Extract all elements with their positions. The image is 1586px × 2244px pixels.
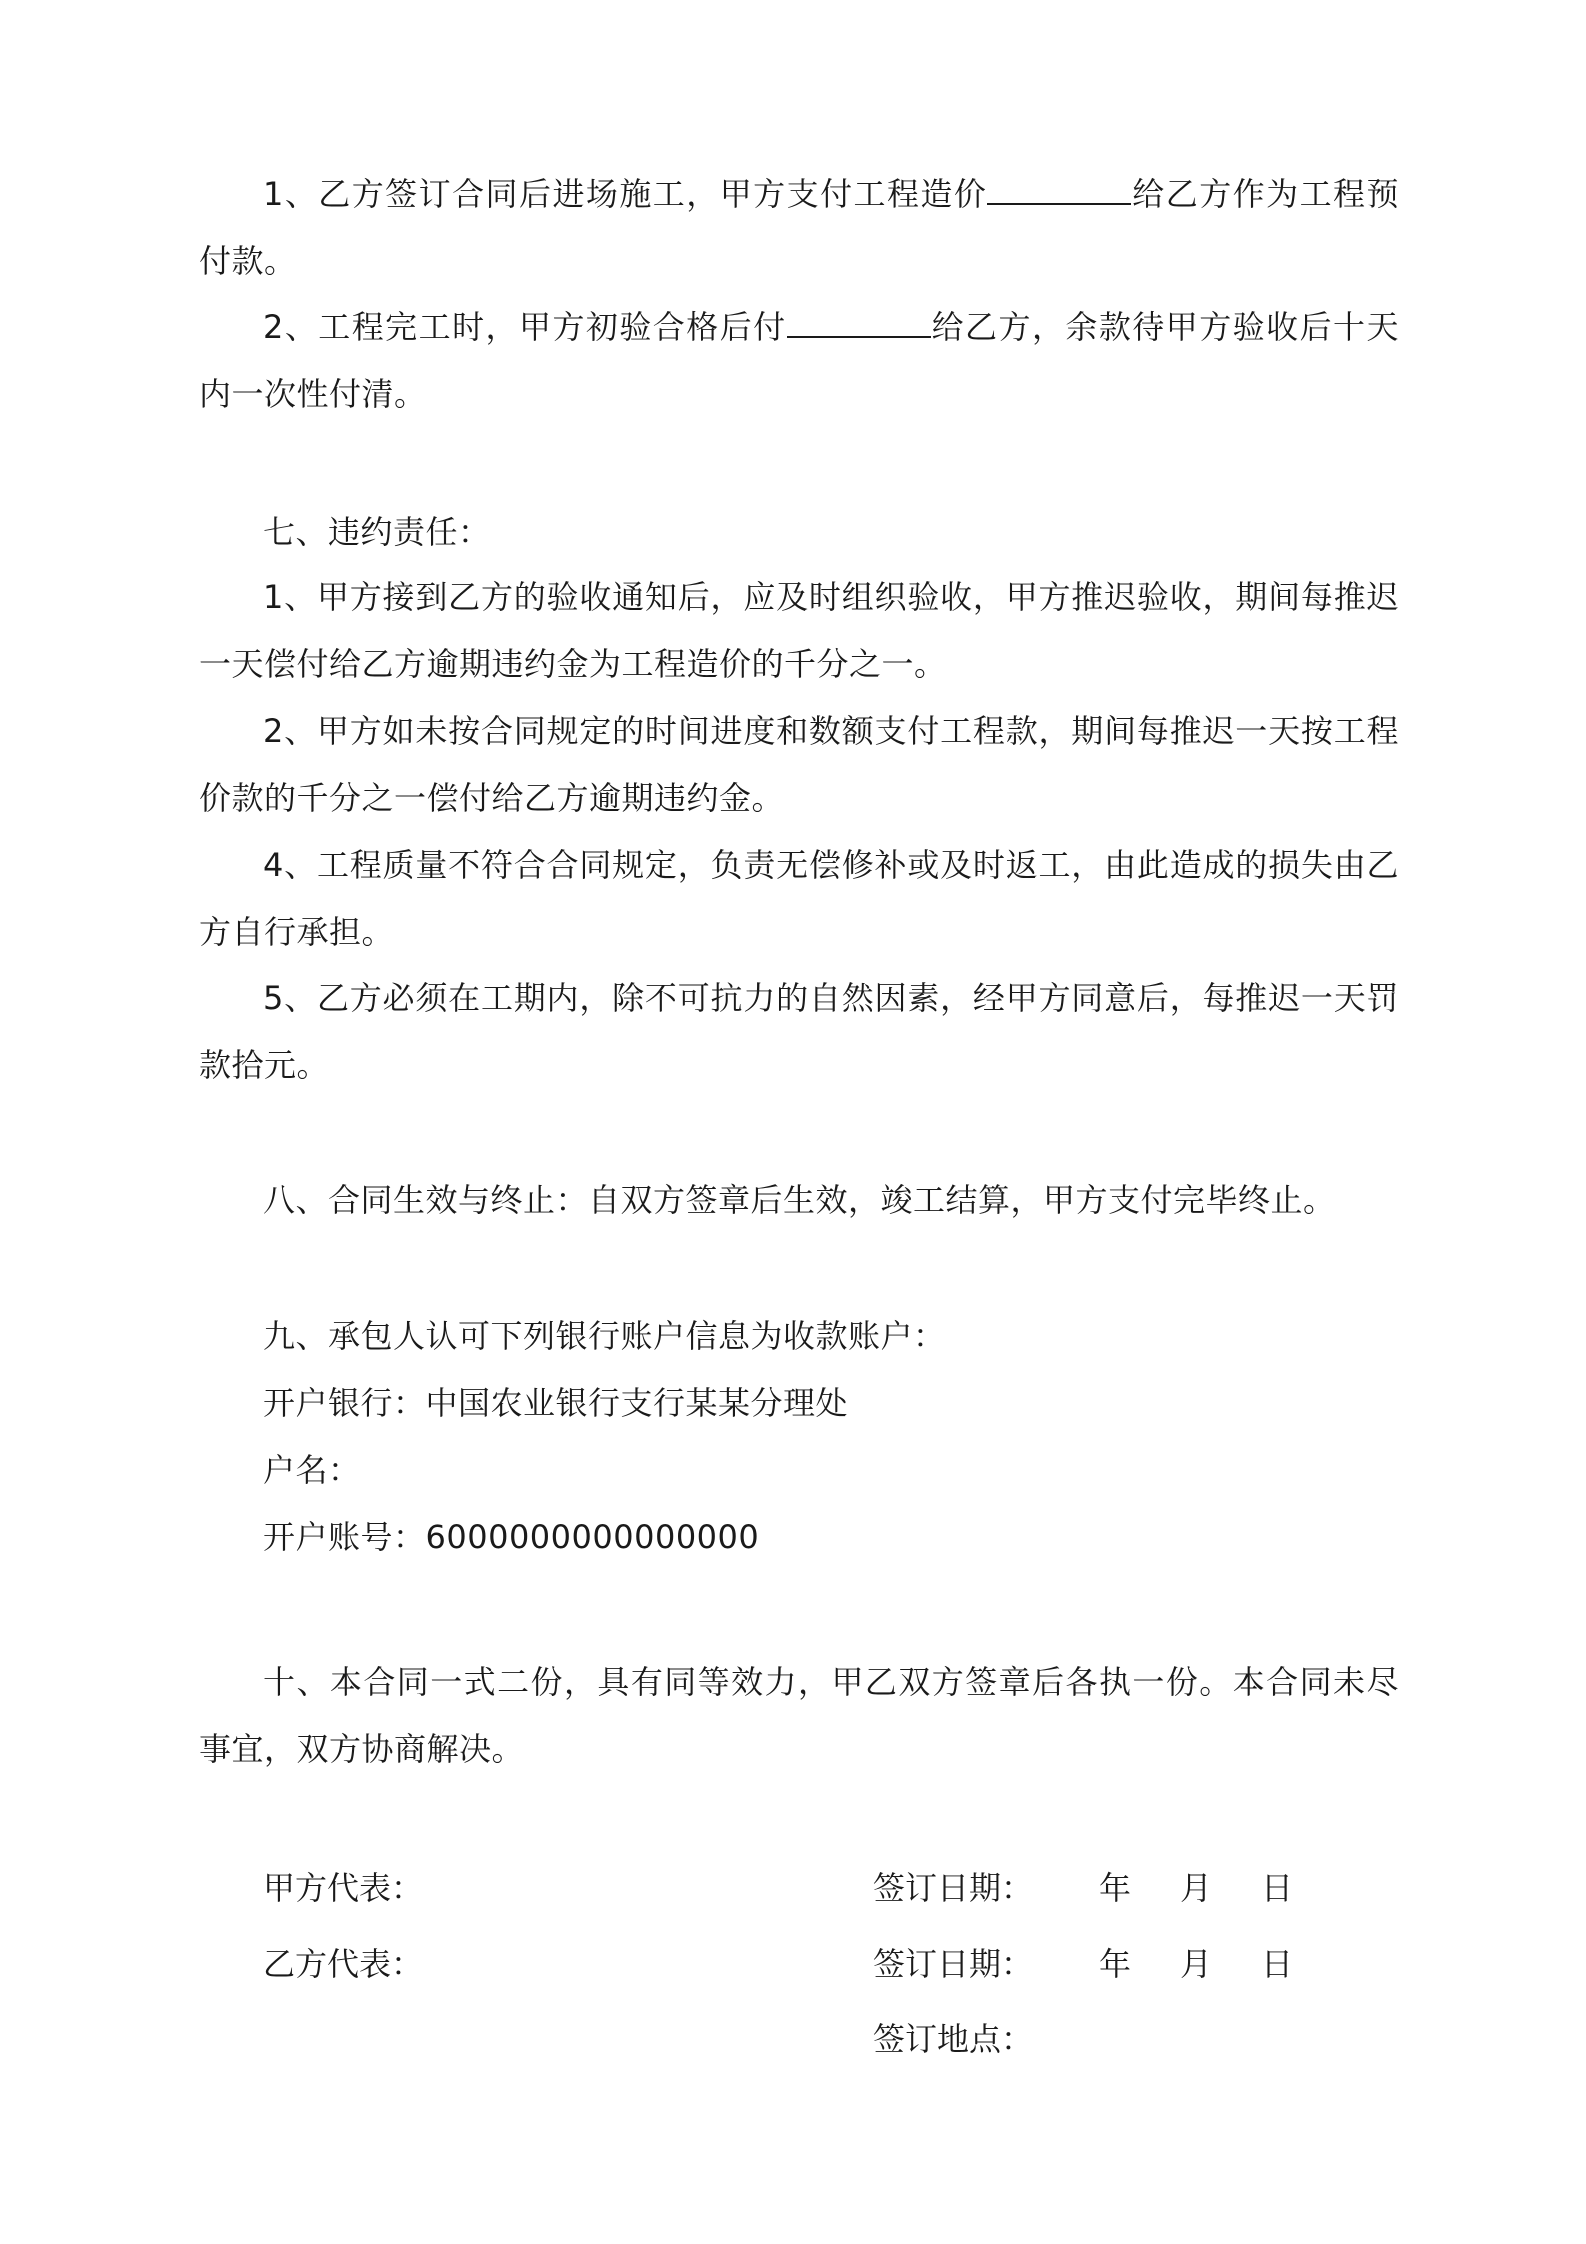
sign-place-label: 签订地点： xyxy=(873,2020,1034,2058)
account-holder: 户名： xyxy=(263,1451,361,1489)
sign-date-month-b: 月 xyxy=(1180,1945,1213,1983)
sign-date-label-b: 签订日期： xyxy=(873,1945,1034,1983)
breach-item-1: 1、甲方接到乙方的验收通知后，应及时组织验收，甲方推迟验收，期间每推迟一天偿付给乙方逾期违约金为工程造价的千分之一。 xyxy=(199,578,1399,683)
breach-item-4: 4、工程质量不符合合同规定，负责无偿修补或及时返工，由此造成的损失由乙方自行承担。 xyxy=(199,846,1399,951)
payment-item-1-text-after: 给乙方作为工程预付款。 xyxy=(199,175,1399,280)
sign-date-day-b: 日 xyxy=(1261,1945,1294,1983)
bank-name: 开户银行：中国农业银行支行某某分理处 xyxy=(263,1384,849,1422)
sign-date-year-b: 年 xyxy=(1099,1945,1132,1983)
payment-item-2-text-before: 2、工程完工时，甲方初验合格后付 xyxy=(263,308,787,346)
amount-blank-2[interactable] xyxy=(787,306,931,338)
sign-date-label-a: 签订日期： xyxy=(873,1869,1034,1907)
sign-date-day-a: 日 xyxy=(1261,1869,1294,1907)
account-number: 开户账号：6000000000000000 xyxy=(263,1518,760,1556)
breach-item-5: 5、乙方必须在工期内，除不可抗力的自然因素，经甲方同意后，每推迟一天罚款拾元。 xyxy=(199,979,1399,1084)
payment-item-1 xyxy=(199,161,1399,295)
payment-item-2 xyxy=(199,294,1399,428)
sign-date-month-a: 月 xyxy=(1180,1869,1213,1907)
breach-heading: 七、违约责任： xyxy=(263,513,491,551)
copies-clause: 十、本合同一式二份，具有同等效力，甲乙双方签章后各执一份。本合同未尽事宜，双方协商解决。 xyxy=(199,1663,1399,1768)
sign-date-year-a: 年 xyxy=(1099,1869,1132,1907)
payment-item-2-text-after: 给乙方，余款待甲方验收后十天内一次性付清。 xyxy=(199,308,1399,413)
party-b-representative: 乙方代表： xyxy=(263,1945,424,1983)
party-a-representative: 甲方代表： xyxy=(263,1869,424,1907)
payment-item-1-text-before: 1、乙方签订合同后进场施工，甲方支付工程造价 xyxy=(263,175,988,213)
breach-item-2: 2、甲方如未按合同规定的时间进度和数额支付工程款，期间每推迟一天按工程价款的千分之一偿付给乙方逾期违约金。 xyxy=(199,712,1399,817)
amount-blank-1[interactable] xyxy=(987,173,1131,205)
bank-heading: 九、承包人认可下列银行账户信息为收款账户： xyxy=(263,1317,946,1355)
effect-clause: 八、合同生效与终止：自双方签章后生效，竣工结算，甲方支付完毕终止。 xyxy=(263,1181,1336,1219)
